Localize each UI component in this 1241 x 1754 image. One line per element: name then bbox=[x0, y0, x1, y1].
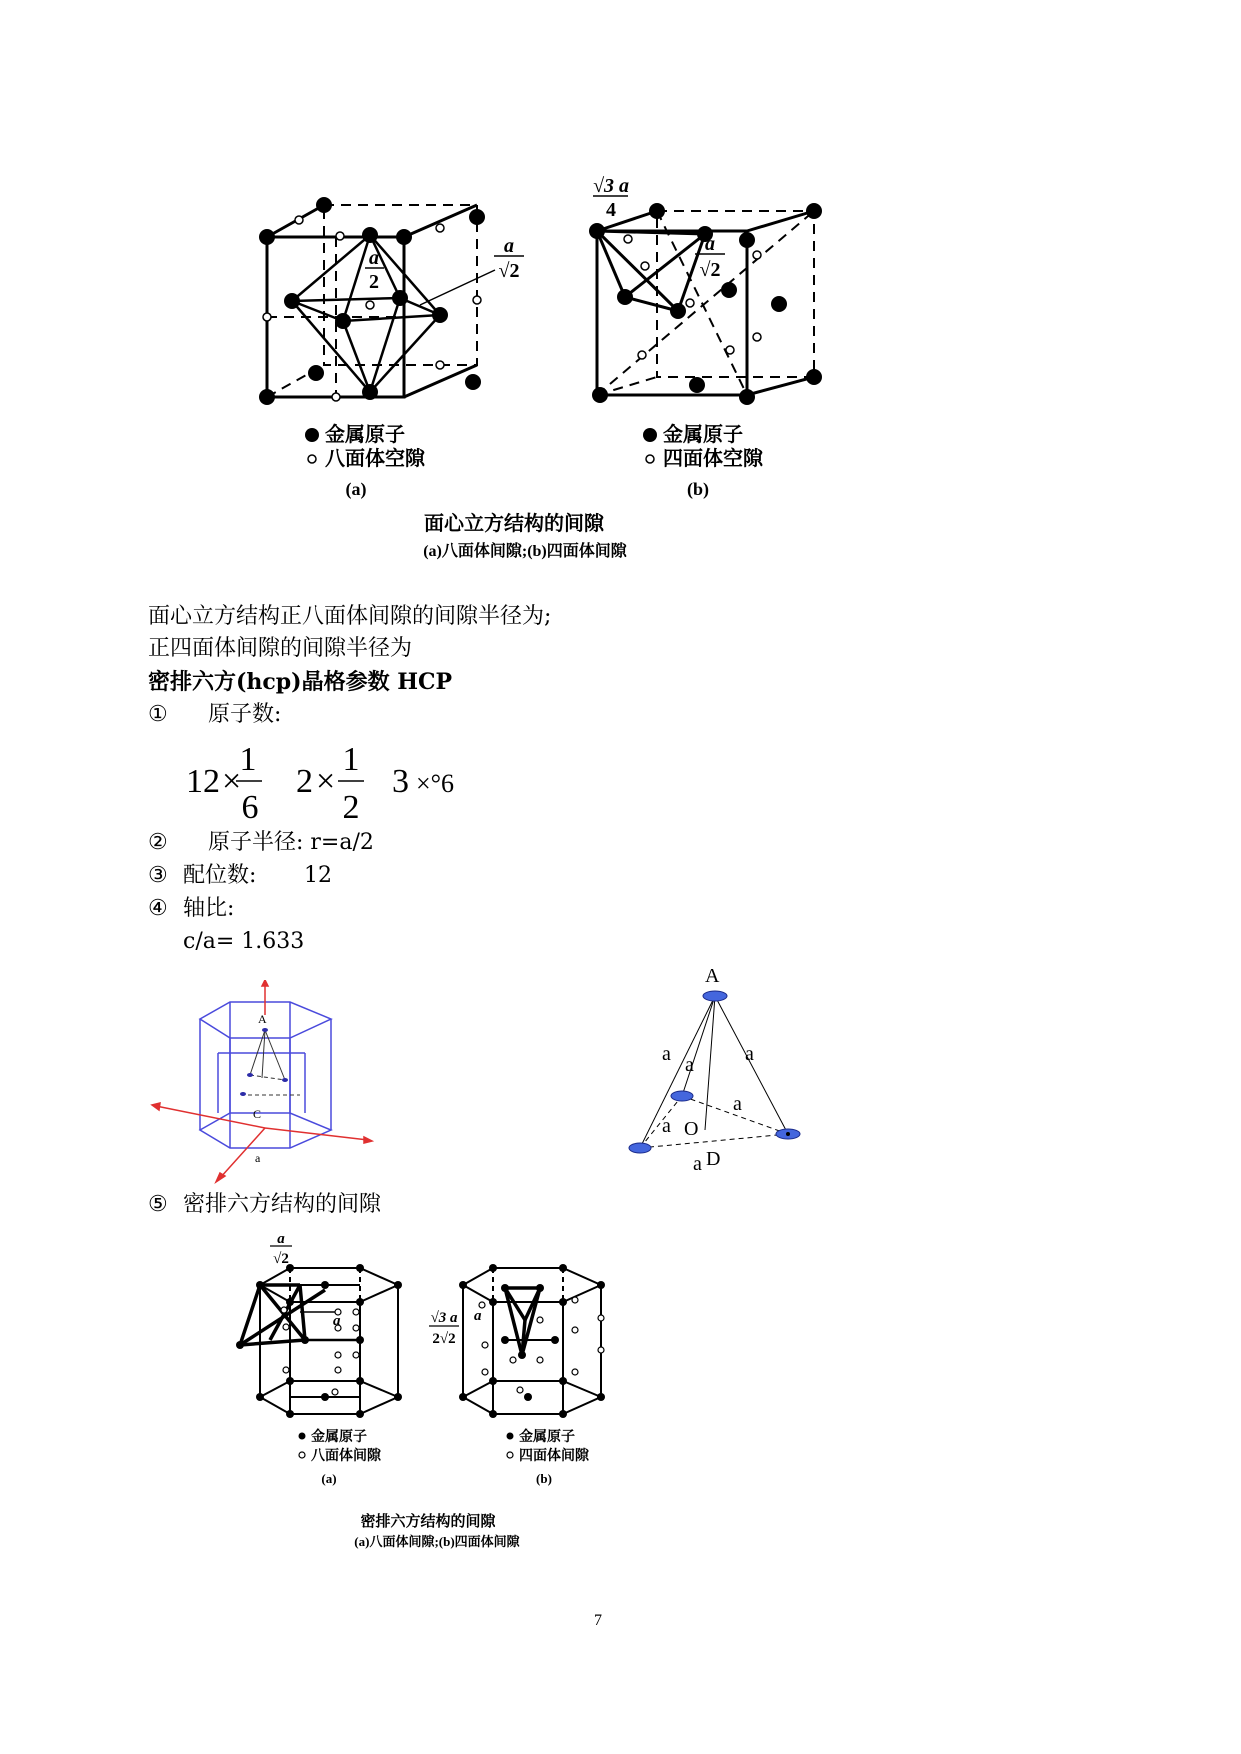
tetra-label-A: A bbox=[705, 965, 720, 987]
tetra-label-a-inner: a bbox=[685, 1054, 694, 1076]
fcc-tetra-radius-line: 正四面体间隙的间隙半径为 bbox=[148, 636, 413, 661]
fig3-label-sqrt3a-den: 2√2 bbox=[432, 1331, 456, 1347]
fig1-caption-sub: (a)八面体间隙;(b)四面体间隙 bbox=[423, 543, 627, 560]
fig3-label-b: (b) bbox=[536, 1471, 552, 1486]
hcp-label-a: a bbox=[255, 1151, 261, 1165]
fig3-label-a-over-sqrt2-den: √2 bbox=[273, 1251, 289, 1267]
legend-atom-a: 金属原子 bbox=[325, 424, 405, 446]
fig3-legend-tet-b: 四面体间隙 bbox=[519, 1449, 589, 1464]
fcc-tetrahedral-voids bbox=[624, 235, 761, 359]
tetra-label-O: O bbox=[684, 1118, 699, 1140]
fig3-caption-title: 密排六方结构的间隙 bbox=[360, 1514, 496, 1530]
legend-atom-b: 金属原子 bbox=[663, 424, 743, 446]
formula-times-1: × bbox=[222, 763, 242, 800]
item3-label: 配位数: bbox=[183, 863, 257, 888]
label-b-a-over-sqrt2-num: a bbox=[705, 233, 715, 255]
item2-atom-radius: 原子半径: r=a/2 bbox=[208, 830, 374, 855]
item2-number: ② bbox=[148, 830, 168, 855]
hcp-tetrahedron-figure bbox=[620, 960, 820, 1185]
formula-num-1: 1 bbox=[239, 741, 257, 778]
label-b-a-over-sqrt2-den: √2 bbox=[699, 259, 721, 281]
fcc-octa-radius-line: 面心立方结构正八面体间隙的间隙半径为; bbox=[148, 604, 552, 629]
hcp-tetrahedral-prism bbox=[463, 1268, 601, 1414]
fig3-label-a-over-sqrt2-num: a bbox=[277, 1231, 285, 1247]
fcc-octahedral-cube bbox=[267, 205, 495, 397]
fig3-label-a: (a) bbox=[321, 1471, 337, 1486]
item4-label: 轴比: bbox=[183, 896, 235, 921]
item1-number: ① bbox=[148, 702, 168, 727]
hcp-unit-cell-figure bbox=[140, 980, 380, 1190]
formula-term1-coef: 12 bbox=[186, 763, 220, 800]
tetra-label-a-base-left: a bbox=[662, 1115, 671, 1137]
legend-oct-a: 八面体空隙 bbox=[325, 448, 425, 470]
formula-term2-coef: 2 bbox=[296, 763, 313, 800]
label-sqrt3a-over-4-den: 4 bbox=[606, 199, 616, 221]
fig3-legend-atom-b: 金属原子 bbox=[519, 1430, 575, 1445]
item5-number: ⑤ bbox=[148, 1192, 168, 1217]
formula-term3: 3 bbox=[392, 763, 409, 800]
fig1-label-a: (a) bbox=[345, 479, 367, 499]
item4-axis-ratio: c/a= 1.633 bbox=[183, 929, 305, 954]
fig1-label-b: (b) bbox=[687, 479, 709, 499]
label-sqrt3a-over-4-num: √3 a bbox=[593, 175, 629, 197]
fig3-label-sqrt3a-num: √3 a bbox=[430, 1310, 458, 1326]
tetra-label-a-right: a bbox=[745, 1043, 754, 1065]
fcc-interstice-figure bbox=[0, 0, 1241, 580]
item3-number: ③ bbox=[148, 863, 168, 888]
fig3-legend-atom-a: 金属原子 bbox=[311, 1430, 367, 1445]
tetra-label-D: D bbox=[706, 1148, 721, 1170]
label-a-over-2-num: a bbox=[369, 247, 379, 269]
fig3-label-b-a-side: a bbox=[474, 1308, 482, 1324]
formula-den-1: 6 bbox=[241, 789, 259, 825]
tetra-label-a-base-right: a bbox=[733, 1093, 742, 1115]
tetra-label-a-bottom: a bbox=[693, 1153, 702, 1175]
label-a-over-sqrt2-num: a bbox=[504, 235, 514, 257]
fig3-caption-sub: (a)八面体间隙;(b)四面体间隙 bbox=[354, 1534, 520, 1549]
fcc-octahedral-voids bbox=[263, 216, 481, 401]
item3-value: 12 bbox=[304, 863, 332, 888]
formula-tail: ×°6 bbox=[416, 769, 455, 798]
item1-label: 原子数: bbox=[208, 702, 282, 727]
page-number: 7 bbox=[594, 1612, 602, 1629]
formula-num-2: 1 bbox=[342, 741, 360, 778]
hcp-label-C: C bbox=[253, 1107, 262, 1121]
hcp-interstice-figure bbox=[0, 1225, 1241, 1565]
label-a-over-sqrt2-den: √2 bbox=[498, 260, 520, 282]
fig3-label-a-side: a bbox=[333, 1313, 341, 1329]
fig3-legend-oct-a: 八面体间隙 bbox=[311, 1449, 381, 1464]
formula-den-2: 2 bbox=[342, 789, 360, 825]
item5-label: 密排六方结构的间隙 bbox=[183, 1192, 382, 1217]
atom-count-formula bbox=[170, 735, 490, 825]
hcp-octahedral-prism bbox=[240, 1268, 398, 1414]
hcp-heading: 密排六方(hcp)晶格参数 HCP bbox=[148, 669, 453, 695]
tetra-label-a-left: a bbox=[662, 1043, 671, 1065]
item4-number: ④ bbox=[148, 896, 168, 921]
legend-tet-b: 四面体空隙 bbox=[663, 448, 763, 470]
formula-times-2: × bbox=[316, 763, 336, 800]
fig1-caption-title: 面心立方结构的间隙 bbox=[424, 513, 604, 535]
hcp-label-A: A bbox=[258, 1012, 267, 1026]
label-a-over-2-den: 2 bbox=[369, 271, 379, 293]
